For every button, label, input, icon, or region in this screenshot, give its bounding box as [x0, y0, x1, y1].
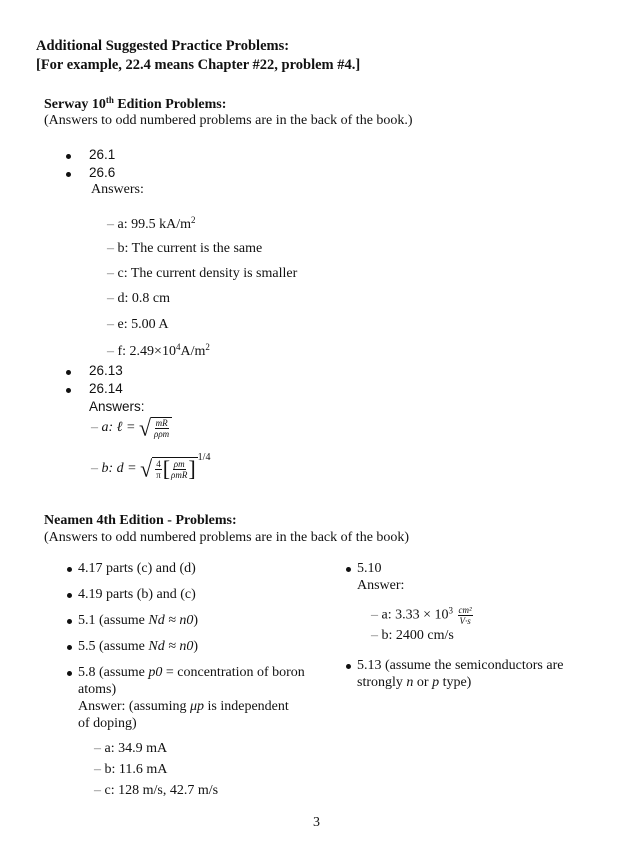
answer-note-continued: of doping)	[78, 716, 137, 731]
problem-item: 26.13	[89, 363, 123, 378]
bullet-icon	[67, 671, 72, 676]
bullet-icon	[346, 664, 351, 669]
answer-item: – a: $3.33 \times 10^3$ $\frac{\text{cm²}}{V\cdot s}$	[371, 605, 472, 626]
equation-a: – a: ℓ = √ $\frac{mR}{\text{ρρm}}$	[91, 417, 172, 439]
answers-label: Answer:	[357, 578, 405, 593]
problem-item: 26.14	[89, 381, 123, 396]
answer-item: – f: $2.49\times 10^4A/m^2$	[107, 342, 210, 359]
problem-item: 5.8 (assume p0 = concentration of boron	[78, 665, 305, 680]
problem-item: 4.19 parts (b) and (c)	[78, 587, 196, 602]
bullet-icon	[346, 567, 351, 572]
section-title: Additional Suggested Practice Problems:	[36, 38, 290, 54]
example-note: [For example, 22.4 means Chapter #22, problem #4.]	[36, 57, 361, 73]
bullet-icon	[67, 593, 72, 598]
problem-item: 5.5 (assume Nd ≈ n0)	[78, 639, 199, 654]
neamen-note: (Answers to odd numbered problems are in the back of the book)	[44, 530, 410, 545]
neamen-heading: Neamen 4th Edition - Problems:	[44, 513, 237, 528]
problem-item: 26.6	[89, 165, 116, 180]
problem-item: 5.1 (assume Nd ≈ n0)	[78, 613, 199, 628]
bullet-icon	[66, 370, 71, 375]
bullet-icon	[67, 567, 72, 572]
answer-item: – a: 34.9 mA	[94, 741, 168, 756]
answer-item: – c: The current density is smaller	[107, 266, 298, 281]
answer-item: – a: 99.5 $kA/m^2$	[107, 215, 196, 232]
bullet-icon	[66, 172, 71, 177]
problem-item-continued: atoms)	[78, 682, 117, 697]
problem-item: 26.1	[89, 147, 116, 162]
equation-b: – b: d = √ $\frac{4}{\pi}$ [ $\frac{\rho m}{\text{ρmR}}$ ] $^{1/4}$	[91, 452, 211, 482]
answer-note: Answer: (assuming μp is independent	[78, 699, 289, 714]
bullet-icon	[67, 645, 72, 650]
problem-item-continued: strongly n or p type)	[357, 675, 472, 690]
answers-label: Answers:	[91, 182, 144, 197]
problem-item: 4.17 parts (c) and (d)	[78, 561, 196, 576]
answer-item: – c: 128 m/s, 42.7 m/s	[94, 783, 219, 798]
serway-heading: Serway 10th Edition Problems:	[44, 95, 227, 112]
page-number: 3	[313, 815, 320, 830]
problem-item: 5.13 (assume the semiconductors are	[357, 658, 564, 673]
answer-item: – e: 5.00 A	[107, 317, 169, 332]
bullet-icon	[66, 154, 71, 159]
answer-item: – d: 0.8 cm	[107, 291, 170, 306]
answer-item: – b: 2400 cm/s	[371, 628, 454, 643]
answer-item: – b: 11.6 mA	[94, 762, 168, 777]
answer-item: – b: The current is the same	[107, 241, 263, 256]
answers-label: Answers:	[89, 399, 145, 414]
problem-item: 5.10	[357, 561, 382, 576]
serway-note: (Answers to odd numbered problems are in the back of the book.)	[44, 113, 413, 128]
bullet-icon	[67, 619, 72, 624]
bullet-icon	[66, 388, 71, 393]
